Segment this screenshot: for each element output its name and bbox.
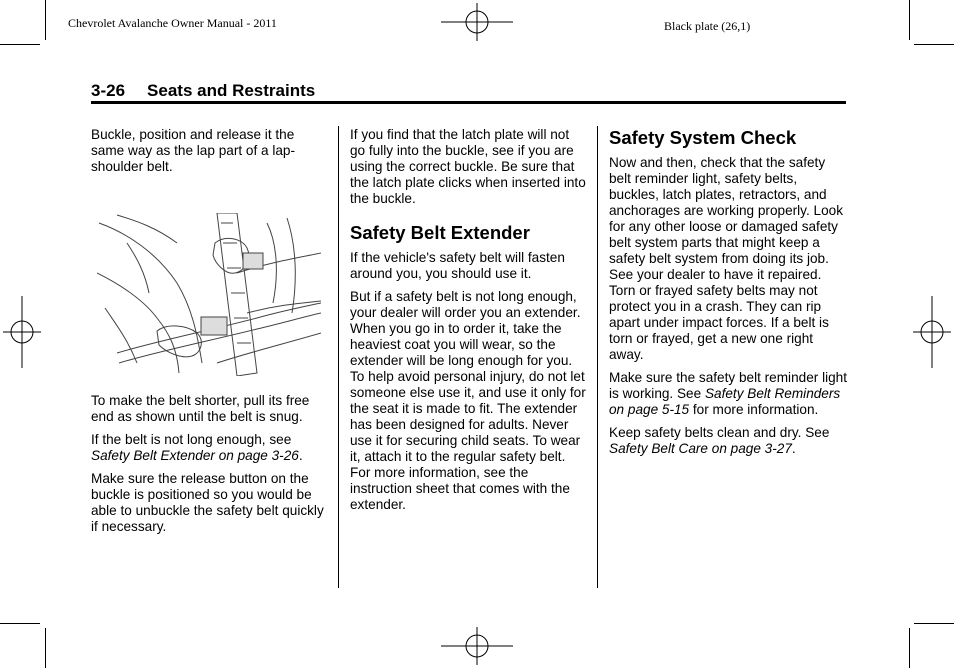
paragraph: Now and then, check that the safety belt reminder light, safety belts, buckles, latch plates, retractors, and anchorages are working properly. Look for any other loose or damaged safety belt system parts that might keep a safety belt system from doing its job. See your dealer to have it repaired. Torn or frayed safety belts may not protect you in a crash. They can rip apart under impact forces. If a belt is torn or frayed, get a new one right away. — [609, 155, 843, 362]
registration-mark-bottom — [441, 627, 513, 665]
paragraph-text: for more information. — [689, 402, 819, 417]
paragraph: If the vehicle's safety belt will fasten around you, you should use it. — [350, 250, 565, 281]
belt-extender-illustration — [97, 213, 321, 376]
column-divider — [597, 126, 598, 588]
cross-reference-link[interactable]: Safety Belt Extender on page 3-26 — [91, 448, 299, 463]
crop-mark — [45, 628, 46, 668]
manual-title: Chevrolet Avalanche Owner Manual - 2011 — [68, 16, 277, 30]
crop-mark — [914, 623, 954, 624]
section-heading: Safety Belt Extender — [350, 222, 530, 243]
crop-mark — [909, 628, 910, 668]
registration-mark-right — [913, 296, 951, 368]
column-divider — [338, 126, 339, 588]
page-number: 3-26 — [91, 81, 126, 100]
paragraph: Buckle, position and release it the same way as the lap part of a lap-shoulder belt. — [91, 127, 296, 174]
column-2 — [350, 127, 588, 520]
cross-reference-link[interactable]: Safety Belt Care on page 3-27 — [609, 441, 792, 456]
page-header — [91, 81, 315, 101]
paragraph: To make the belt shorter, pull its free end as shown until the belt is snug. — [91, 393, 310, 424]
column-1-bottom — [91, 393, 331, 542]
registration-mark-top — [441, 3, 513, 41]
paragraph — [609, 370, 849, 418]
crop-mark — [0, 623, 40, 624]
paragraph: If you find that the latch plate will not go fully into the buckle, see if you are using the correct buckle. Be sure that the latch plate clicks when inserted into the buckle. — [350, 127, 586, 206]
paragraph-text: Keep safety belts clean and dry. See — [609, 425, 830, 440]
registration-mark-left — [3, 296, 41, 368]
paragraph-text: . — [791, 441, 796, 456]
crop-mark — [909, 0, 910, 40]
crop-mark — [0, 44, 40, 45]
paragraph-text: Make sure the safety belt reminder light is working. See — [609, 370, 848, 401]
plate-label: Black plate (26,1) — [664, 19, 751, 33]
column-1-top — [91, 127, 331, 182]
section-title: Seats and Restraints — [147, 81, 316, 100]
paragraph — [609, 425, 849, 457]
paragraph: Make sure the release button on the buckle is positioned so you would be able to unbuckle the safety belt quickly if necessary. — [91, 471, 324, 534]
crop-mark — [45, 0, 46, 40]
column-3 — [609, 127, 849, 464]
paragraph-text: . — [298, 448, 303, 463]
section-heading: Safety System Check — [609, 127, 797, 148]
paragraph-text: If the belt is not long enough, see — [91, 432, 292, 447]
crop-mark — [914, 44, 954, 45]
paragraph: But if a safety belt is not long enough, your dealer will order you an extender. When you go in to order it, take the heaviest coat you will wear, so the extender will be long enough for you. To help avoid personal injury, do not let someone else use it, and use it only for the seat it is made to fit. The extender has been designed for adults. Never use it for securing child seats. To wear it, attach it to the regular safety belt. For more information, see the instruction sheet that comes with the extender. — [350, 289, 586, 512]
cross-reference-link[interactable]: Safety Belt Reminders on page 5-15 — [609, 386, 841, 417]
header-rule — [91, 101, 846, 104]
paragraph — [91, 432, 331, 464]
